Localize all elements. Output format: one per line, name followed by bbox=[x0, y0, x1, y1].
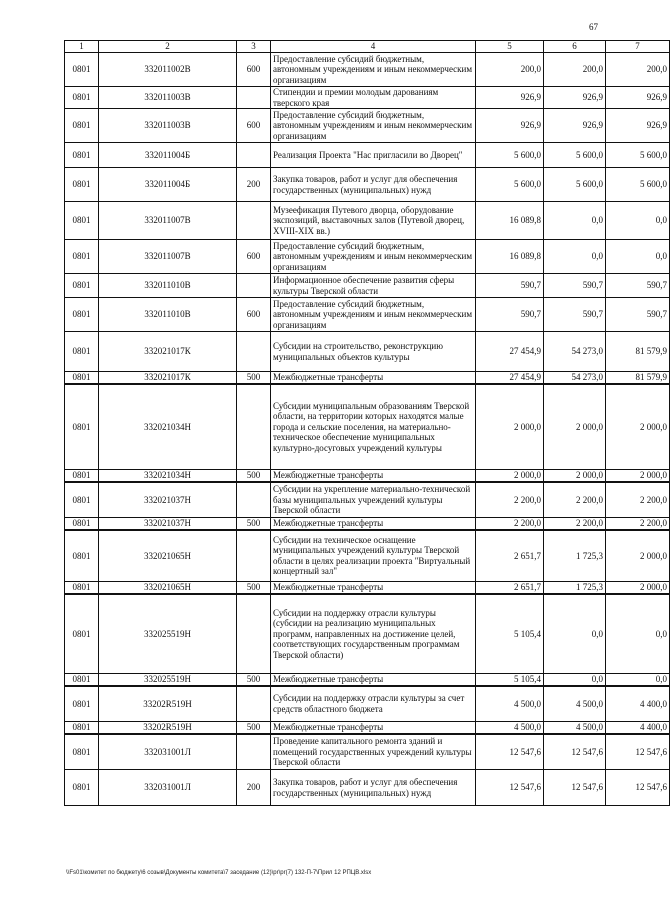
amount-col-5: 16 089,8 bbox=[476, 202, 544, 240]
expense-type-code bbox=[237, 332, 271, 372]
expense-name: Субсидии муниципальным образованиям Тверской области, на территории которых находятся малые города и сельские поселения, на материально-техническое обеспечение муниципальных культурно-досуговых учреждений культуры bbox=[271, 384, 476, 470]
amount-col-5: 590,7 bbox=[476, 298, 544, 332]
column-header: 4 bbox=[271, 41, 476, 53]
amount-col-5: 2 000,0 bbox=[476, 470, 544, 482]
budget-section-code: 0801 bbox=[65, 722, 99, 734]
amount-col-7: 926,9 bbox=[606, 109, 670, 143]
target-item-code: 332021037Н bbox=[99, 518, 237, 530]
table-row bbox=[65, 240, 670, 274]
page-number: 67 bbox=[589, 22, 598, 32]
amount-col-7: 12 547,6 bbox=[606, 770, 670, 806]
expense-type-code bbox=[237, 384, 271, 470]
table-header-row bbox=[65, 41, 670, 53]
budget-section-code: 0801 bbox=[65, 470, 99, 482]
expense-type-code bbox=[237, 594, 271, 674]
expense-name: Реализация Проекта "Нас пригласили во Дворец" bbox=[271, 143, 476, 168]
amount-col-7: 81 579,9 bbox=[606, 332, 670, 372]
file-path-footer: \\Fs01\комитет по бюджету\6 созыв\Документы комитета\7 заседание (12)\pr\pr(7) 132-П-7\Прил 12 РПЦВ.xlsx bbox=[66, 870, 372, 876]
amount-col-6: 54 273,0 bbox=[544, 372, 606, 384]
amount-col-5: 2 651,7 bbox=[476, 530, 544, 582]
table-body bbox=[65, 53, 670, 806]
table-row bbox=[65, 143, 670, 168]
amount-col-7: 590,7 bbox=[606, 274, 670, 298]
amount-col-6: 2 000,0 bbox=[544, 384, 606, 470]
expense-name: Субсидии на поддержку отрасли культуры за счет средств областного бюджета bbox=[271, 686, 476, 722]
amount-col-7: 81 579,9 bbox=[606, 372, 670, 384]
budget-section-code: 0801 bbox=[65, 372, 99, 384]
amount-col-6: 0,0 bbox=[544, 240, 606, 274]
target-item-code: 33202R519Н bbox=[99, 686, 237, 722]
amount-col-5: 16 089,8 bbox=[476, 240, 544, 274]
target-item-code: 332011010В bbox=[99, 298, 237, 332]
expense-type-code: 500 bbox=[237, 722, 271, 734]
amount-col-5: 12 547,6 bbox=[476, 770, 544, 806]
amount-col-5: 27 454,9 bbox=[476, 332, 544, 372]
expense-name: Межбюджетные трансферты bbox=[271, 582, 476, 594]
amount-col-7: 926,9 bbox=[606, 87, 670, 109]
expense-name: Межбюджетные трансферты bbox=[271, 372, 476, 384]
target-item-code: 332021034Н bbox=[99, 470, 237, 482]
budget-section-code: 0801 bbox=[65, 274, 99, 298]
table-row bbox=[65, 582, 670, 594]
amount-col-5: 5 105,4 bbox=[476, 674, 544, 686]
budget-section-code: 0801 bbox=[65, 734, 99, 770]
amount-col-5: 926,9 bbox=[476, 87, 544, 109]
amount-col-7: 12 547,6 bbox=[606, 734, 670, 770]
table-row bbox=[65, 482, 670, 518]
target-item-code: 332011002В bbox=[99, 53, 237, 87]
amount-col-6: 5 600,0 bbox=[544, 168, 606, 202]
amount-col-5: 5 600,0 bbox=[476, 168, 544, 202]
expense-name: Стипендии и премии молодым дарованиям тверского края bbox=[271, 87, 476, 109]
amount-col-5: 2 651,7 bbox=[476, 582, 544, 594]
amount-col-5: 590,7 bbox=[476, 274, 544, 298]
expense-name: Проведение капитального ремонта зданий и помещений государственных учреждений культуры Тверской области bbox=[271, 734, 476, 770]
target-item-code: 33202R519Н bbox=[99, 722, 237, 734]
table-row bbox=[65, 274, 670, 298]
budget-section-code: 0801 bbox=[65, 674, 99, 686]
table-row bbox=[65, 734, 670, 770]
amount-col-6: 4 500,0 bbox=[544, 686, 606, 722]
target-item-code: 332021037Н bbox=[99, 482, 237, 518]
amount-col-7: 2 200,0 bbox=[606, 482, 670, 518]
expense-type-code: 500 bbox=[237, 372, 271, 384]
amount-col-6: 926,9 bbox=[544, 87, 606, 109]
amount-col-5: 4 500,0 bbox=[476, 722, 544, 734]
amount-col-5: 2 200,0 bbox=[476, 482, 544, 518]
expense-type-code bbox=[237, 686, 271, 722]
expense-type-code: 500 bbox=[237, 582, 271, 594]
table-row bbox=[65, 470, 670, 482]
target-item-code: 332011003В bbox=[99, 109, 237, 143]
amount-col-6: 926,9 bbox=[544, 109, 606, 143]
amount-col-6: 200,0 bbox=[544, 53, 606, 87]
expense-type-code bbox=[237, 274, 271, 298]
amount-col-7: 0,0 bbox=[606, 674, 670, 686]
table-row bbox=[65, 518, 670, 530]
amount-col-6: 0,0 bbox=[544, 674, 606, 686]
expense-name: Межбюджетные трансферты bbox=[271, 470, 476, 482]
amount-col-5: 926,9 bbox=[476, 109, 544, 143]
expense-name: Субсидии на укрепление материально-технической базы муниципальных учреждений культуры Тверской области bbox=[271, 482, 476, 518]
expense-name: Предоставление субсидий бюджетным, автономным учреждениям и иным некоммерческим организациям bbox=[271, 109, 476, 143]
expense-type-code: 200 bbox=[237, 770, 271, 806]
amount-col-7: 0,0 bbox=[606, 240, 670, 274]
target-item-code: 332021017К bbox=[99, 372, 237, 384]
expense-name: Субсидии на строительство, реконструкцию муниципальных объектов культуры bbox=[271, 332, 476, 372]
target-item-code: 332025519Н bbox=[99, 674, 237, 686]
target-item-code: 332021065Н bbox=[99, 530, 237, 582]
expense-name: Межбюджетные трансферты bbox=[271, 518, 476, 530]
target-item-code: 332031001Л bbox=[99, 734, 237, 770]
column-header: 2 bbox=[99, 41, 237, 53]
expense-type-code bbox=[237, 482, 271, 518]
amount-col-5: 4 500,0 bbox=[476, 686, 544, 722]
amount-col-6: 0,0 bbox=[544, 594, 606, 674]
expense-name: Закупка товаров, работ и услуг для обеспечения государственных (муниципальных) нужд bbox=[271, 770, 476, 806]
budget-section-code: 0801 bbox=[65, 770, 99, 806]
column-header: 5 bbox=[476, 41, 544, 53]
expense-type-code: 500 bbox=[237, 470, 271, 482]
budget-section-code: 0801 bbox=[65, 384, 99, 470]
expense-type-code bbox=[237, 202, 271, 240]
table-row bbox=[65, 770, 670, 806]
target-item-code: 332025519Н bbox=[99, 594, 237, 674]
amount-col-7: 0,0 bbox=[606, 594, 670, 674]
expense-name: Субсидии на техническое оснащение муниципальных учреждений культуры Тверской области в целях реализации проекта "Виртуальный концертный зал" bbox=[271, 530, 476, 582]
budget-section-code: 0801 bbox=[65, 109, 99, 143]
budget-section-code: 0801 bbox=[65, 87, 99, 109]
table-row bbox=[65, 87, 670, 109]
column-header: 7 bbox=[606, 41, 670, 53]
column-header: 6 bbox=[544, 41, 606, 53]
amount-col-6: 12 547,6 bbox=[544, 770, 606, 806]
target-item-code: 332011010В bbox=[99, 274, 237, 298]
amount-col-7: 5 600,0 bbox=[606, 168, 670, 202]
target-item-code: 332011004Б bbox=[99, 168, 237, 202]
table-row bbox=[65, 168, 670, 202]
budget-section-code: 0801 bbox=[65, 332, 99, 372]
target-item-code: 332011007В bbox=[99, 240, 237, 274]
amount-col-7: 5 600,0 bbox=[606, 143, 670, 168]
expense-name: Предоставление субсидий бюджетным, автономным учреждениям и иным некоммерческим организациям bbox=[271, 53, 476, 87]
expense-type-code: 200 bbox=[237, 168, 271, 202]
amount-col-7: 0,0 bbox=[606, 202, 670, 240]
budget-section-code: 0801 bbox=[65, 202, 99, 240]
expense-type-code: 500 bbox=[237, 674, 271, 686]
amount-col-5: 2 000,0 bbox=[476, 384, 544, 470]
budget-section-code: 0801 bbox=[65, 240, 99, 274]
budget-section-code: 0801 bbox=[65, 298, 99, 332]
expense-type-code bbox=[237, 530, 271, 582]
budget-section-code: 0801 bbox=[65, 482, 99, 518]
expense-name: Межбюджетные трансферты bbox=[271, 674, 476, 686]
amount-col-7: 590,7 bbox=[606, 298, 670, 332]
amount-col-6: 5 600,0 bbox=[544, 143, 606, 168]
amount-col-6: 1 725,3 bbox=[544, 530, 606, 582]
target-item-code: 332021017К bbox=[99, 332, 237, 372]
amount-col-6: 2 000,0 bbox=[544, 470, 606, 482]
amount-col-6: 590,7 bbox=[544, 298, 606, 332]
target-item-code: 332021034Н bbox=[99, 384, 237, 470]
table-row bbox=[65, 722, 670, 734]
amount-col-5: 200,0 bbox=[476, 53, 544, 87]
expense-type-code: 600 bbox=[237, 109, 271, 143]
table-row bbox=[65, 298, 670, 332]
column-header: 1 bbox=[65, 41, 99, 53]
table-row bbox=[65, 686, 670, 722]
target-item-code: 332011004Б bbox=[99, 143, 237, 168]
table-row bbox=[65, 53, 670, 87]
amount-col-5: 5 600,0 bbox=[476, 143, 544, 168]
target-item-code: 332031001Л bbox=[99, 770, 237, 806]
table-row bbox=[65, 202, 670, 240]
target-item-code: 332011003В bbox=[99, 87, 237, 109]
expense-type-code bbox=[237, 734, 271, 770]
amount-col-6: 1 725,3 bbox=[544, 582, 606, 594]
amount-col-6: 2 200,0 bbox=[544, 482, 606, 518]
amount-col-7: 4 400,0 bbox=[606, 722, 670, 734]
amount-col-5: 12 547,6 bbox=[476, 734, 544, 770]
table-row bbox=[65, 674, 670, 686]
expense-name: Закупка товаров, работ и услуг для обеспечения государственных (муниципальных) нужд bbox=[271, 168, 476, 202]
column-header: 3 bbox=[237, 41, 271, 53]
amount-col-7: 4 400,0 bbox=[606, 686, 670, 722]
amount-col-7: 200,0 bbox=[606, 53, 670, 87]
budget-section-code: 0801 bbox=[65, 686, 99, 722]
amount-col-6: 54 273,0 bbox=[544, 332, 606, 372]
table-row bbox=[65, 530, 670, 582]
expense-name: Предоставление субсидий бюджетным, автономным учреждениям и иным некоммерческим организациям bbox=[271, 240, 476, 274]
budget-table bbox=[64, 40, 670, 806]
amount-col-6: 590,7 bbox=[544, 274, 606, 298]
budget-section-code: 0801 bbox=[65, 530, 99, 582]
amount-col-5: 27 454,9 bbox=[476, 372, 544, 384]
budget-section-code: 0801 bbox=[65, 53, 99, 87]
amount-col-6: 0,0 bbox=[544, 202, 606, 240]
expense-type-code bbox=[237, 143, 271, 168]
amount-col-7: 2 000,0 bbox=[606, 470, 670, 482]
amount-col-6: 2 200,0 bbox=[544, 518, 606, 530]
budget-section-code: 0801 bbox=[65, 168, 99, 202]
table-row bbox=[65, 109, 670, 143]
expense-name: Информационное обеспечение развития сферы культуры Тверской области bbox=[271, 274, 476, 298]
budget-section-code: 0801 bbox=[65, 594, 99, 674]
amount-col-6: 12 547,6 bbox=[544, 734, 606, 770]
budget-section-code: 0801 bbox=[65, 143, 99, 168]
table-row bbox=[65, 372, 670, 384]
amount-col-5: 5 105,4 bbox=[476, 594, 544, 674]
amount-col-7: 2 200,0 bbox=[606, 518, 670, 530]
table-row bbox=[65, 594, 670, 674]
amount-col-7: 2 000,0 bbox=[606, 582, 670, 594]
amount-col-7: 2 000,0 bbox=[606, 530, 670, 582]
expense-name: Субсидии на поддержку отрасли культуры (субсидии на реализацию муниципальных программ, направленных на достижение целей, соответствующих государственным программам Тверской области) bbox=[271, 594, 476, 674]
expense-name: Музеефикация Путевого дворца, оборудование экспозиций, выставочных залов (Путевой дворец, XVIII-XIX вв.) bbox=[271, 202, 476, 240]
amount-col-5: 2 200,0 bbox=[476, 518, 544, 530]
expense-type-code: 600 bbox=[237, 240, 271, 274]
expense-type-code: 500 bbox=[237, 518, 271, 530]
expense-type-code bbox=[237, 87, 271, 109]
expense-name: Межбюджетные трансферты bbox=[271, 722, 476, 734]
budget-section-code: 0801 bbox=[65, 518, 99, 530]
amount-col-6: 4 500,0 bbox=[544, 722, 606, 734]
target-item-code: 332011007В bbox=[99, 202, 237, 240]
table-row bbox=[65, 332, 670, 372]
expense-type-code: 600 bbox=[237, 53, 271, 87]
budget-section-code: 0801 bbox=[65, 582, 99, 594]
expense-type-code: 600 bbox=[237, 298, 271, 332]
expense-name: Предоставление субсидий бюджетным, автономным учреждениям и иным некоммерческим организациям bbox=[271, 298, 476, 332]
amount-col-7: 2 000,0 bbox=[606, 384, 670, 470]
target-item-code: 332021065Н bbox=[99, 582, 237, 594]
table-row bbox=[65, 384, 670, 470]
